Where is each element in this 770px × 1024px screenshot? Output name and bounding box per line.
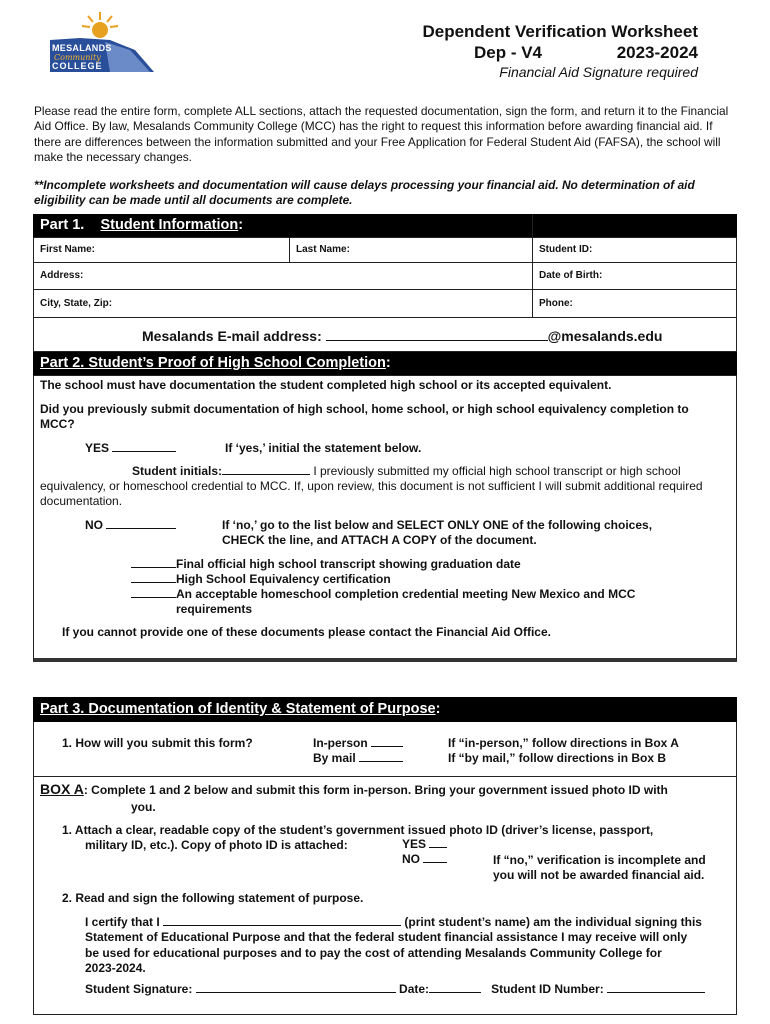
photo-id-yes-label: YES [402, 837, 427, 851]
logo-line2: Community [54, 53, 101, 62]
contact-note: If you cannot provide one of these documents please contact the Financial Aid Office. [62, 625, 551, 639]
yes-label: YES [85, 441, 110, 455]
part1-prefix: Part 1. [40, 217, 85, 233]
option-equivalency-label: High School Equivalency certification [176, 572, 391, 586]
email-domain: @mesalands.edu [547, 328, 663, 344]
box-a-instructions [40, 781, 668, 798]
part1-header [33, 214, 737, 238]
item1-line2: military ID, etc.). Copy of photo ID is attached: [85, 838, 348, 852]
box-a-text-1: : Complete 1 and 2 below and submit this form in-person. Bring your government issued photo ID with [83, 783, 668, 797]
direction-box-b: If “by mail,” follow directions in Box B [448, 751, 667, 765]
bymail-label: By mail [313, 751, 356, 765]
part2-requirement: The school must have documentation the student completed high school or its accepted equivalent. [40, 378, 612, 392]
bymail-row [313, 751, 403, 766]
initials-input[interactable] [222, 464, 310, 475]
phone-label: Phone: [539, 298, 573, 309]
no-instruction-1: If ‘no,’ go to the list below and SELECT ONLY ONE of the following choices, [222, 518, 653, 532]
option-homeschool [131, 587, 635, 602]
submit-question: 1. How will you submit this form? [62, 736, 253, 750]
form-title: Dependent Verification Worksheet [422, 22, 698, 41]
form-code: Dep - V4 [474, 43, 543, 62]
part3-title: Part 3. Documentation of Identity & Statement of Purpose [40, 701, 436, 717]
bymail-input[interactable] [359, 751, 403, 762]
item1-line1: 1. Attach a clear, readable copy of the student’s government issued photo ID (driver’s license, passport, [62, 823, 654, 837]
part1-title: Student Information [100, 217, 239, 233]
part3-header [33, 697, 737, 722]
student-name-input[interactable] [163, 915, 401, 926]
no-label: NO [85, 518, 103, 532]
email-row [142, 328, 662, 344]
option-equivalency [131, 572, 635, 587]
submit-method [313, 736, 403, 766]
option-homeschool-label: An acceptable homeschool completion credential meeting New Mexico and MCC [176, 587, 636, 601]
student-id-label: Student ID: [539, 244, 593, 255]
photo-id-yes-input[interactable] [429, 837, 447, 848]
college-logo [50, 10, 154, 74]
certify-line-4: 2023-2024. [85, 960, 146, 975]
photo-id-note [493, 853, 706, 883]
email-input[interactable] [326, 330, 548, 341]
certify-suffix: (print student’s name) am the individual signing this [404, 915, 702, 929]
submit-directions [448, 736, 679, 766]
signature-row [85, 982, 705, 996]
signature-label: Student Signature: [85, 982, 193, 996]
option-equivalency-check[interactable] [131, 572, 176, 583]
part2-title: Part 2. Student’s Proof of High School Completion [40, 355, 386, 371]
certify-line-2: Statement of Educational Purpose and that the federal student financial assistance I may receive will only [85, 930, 688, 945]
logo-line3: COLLEGE [52, 61, 103, 71]
email-label: Mesalands E-mail address: [142, 328, 322, 344]
yes-row [85, 441, 176, 455]
certify-line-3: be used for educational purposes and to pay the cost of attending Mesalands Community College for [85, 945, 662, 960]
inperson-row [313, 736, 403, 751]
certification-statement [85, 915, 725, 976]
photo-id-note-2: you will not be awarded financial aid. [493, 868, 705, 882]
certify-line-1 [85, 915, 725, 930]
no-row [85, 518, 176, 532]
inperson-label: In-person [313, 736, 368, 750]
dob-label: Date of Birth: [539, 270, 603, 281]
date-input[interactable] [429, 982, 481, 993]
warning-text: **Incomplete worksheets and documentation will cause delays processing your financial aid. No determination of aid eligibility can be made until all documents are complete. [34, 178, 695, 208]
initials-label: Student initials: [132, 464, 222, 478]
photo-id-note-1: If “no,” verification is incomplete and [493, 853, 706, 867]
option-transcript [131, 557, 635, 572]
photo-id-no [402, 852, 447, 867]
certify-prefix: I certify that I [85, 915, 160, 929]
part3-colon: : [435, 701, 441, 717]
first-name-label: First Name: [40, 244, 96, 255]
option-transcript-label: Final official high school transcript showing graduation date [176, 557, 521, 571]
intro-paragraph: Please read the entire form, complete ALL sections, attach the requested documentation, sign the form, and return it to the Financial Aid Office. By law, Mesalands Community College (MCC) has the right to request this information before awarding financial aid. If there are differences between the information submitted and your Free Application for Federal Student Aid (FAFSA), the school will make the necessary changes. [34, 104, 729, 164]
yes-instruction: If ‘yes,’ initial the statement below. [225, 441, 422, 455]
form-year: 2023-2024 [616, 43, 698, 62]
id-number-input[interactable] [607, 982, 705, 993]
part2-header [33, 352, 737, 376]
logo-line1: MESALANDS [52, 43, 112, 53]
part2-question: Did you previously submit documentation of high school, home school, or high school equivalency completion to MCC? [40, 402, 689, 431]
no-input[interactable] [106, 518, 176, 529]
box-a-text-2: you. [131, 800, 156, 814]
address-label: Address: [40, 270, 84, 281]
photo-id-attached [402, 837, 447, 867]
yes-input[interactable] [112, 441, 176, 452]
initials-statement [40, 464, 720, 509]
option-transcript-check[interactable] [131, 557, 176, 568]
id-number-label: Student ID Number: [491, 982, 604, 996]
box-a-label: BOX A [40, 781, 84, 797]
signature-input[interactable] [196, 982, 396, 993]
option-homeschool-check[interactable] [131, 587, 176, 598]
direction-box-a: If “in-person,” follow directions in Box A [448, 736, 679, 750]
form-subtitle: Financial Aid Signature required [499, 64, 698, 80]
part2-colon: : [385, 355, 391, 371]
last-name-label: Last Name: [296, 244, 350, 255]
option-homeschool-label-2: requirements [176, 602, 253, 616]
item2-text: 2. Read and sign the following statement of purpose. [62, 891, 364, 905]
city-state-zip-label: City, State, Zip: [40, 298, 113, 309]
inperson-input[interactable] [371, 736, 403, 747]
photo-id-yes [402, 837, 447, 852]
photo-id-no-input[interactable] [423, 852, 447, 863]
document-options [131, 557, 635, 617]
no-instruction-2: CHECK the line, and ATTACH A COPY of the document. [222, 533, 537, 547]
initials-text: I previously submitted my official high school transcript or high school equivalency, or homeschool credential to MCC. If, upon review, this document is not sufficient I will submit additional required documentation. [40, 464, 703, 508]
part1-colon: : [238, 217, 244, 233]
date-label: Date: [399, 982, 430, 996]
photo-id-no-label: NO [402, 852, 420, 866]
